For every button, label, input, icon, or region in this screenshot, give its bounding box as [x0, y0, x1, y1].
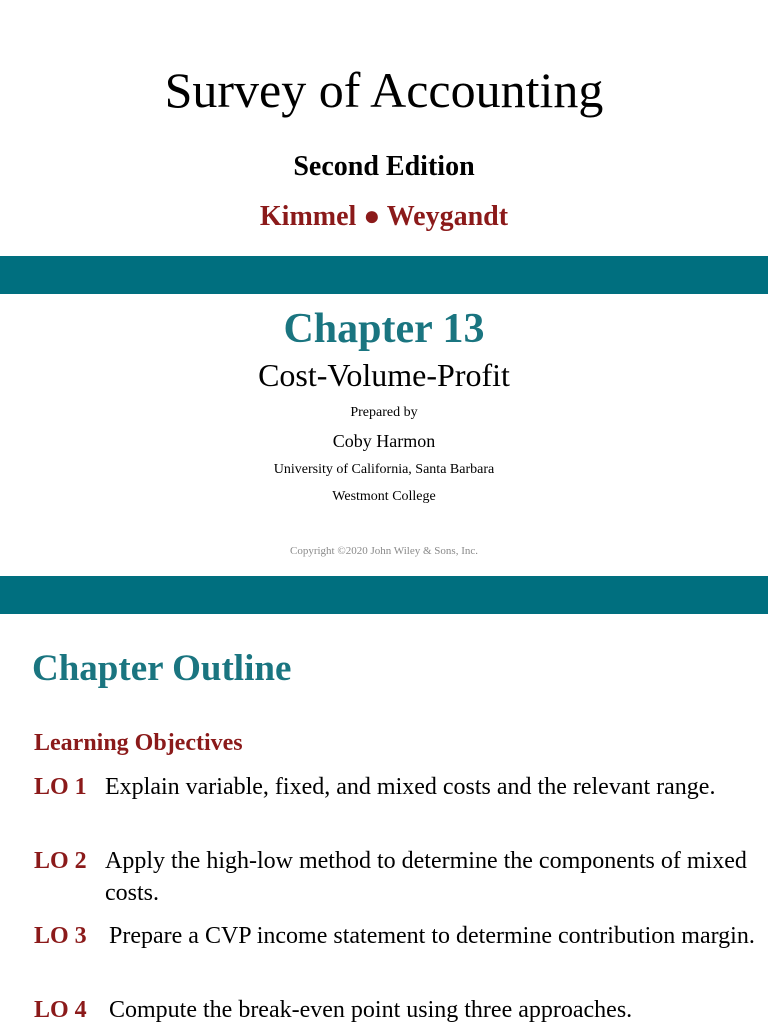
- teal-divider-band: [0, 576, 768, 614]
- copyright-notice: Copyright ©2020 John Wiley & Sons, Inc.: [290, 545, 478, 557]
- teal-divider-band: [0, 256, 768, 294]
- learning-objectives-heading: Learning Objectives: [34, 730, 243, 756]
- chapter-outline-heading: Chapter Outline: [32, 648, 292, 689]
- objective-text: Apply the high-low method to determine the components of mixed costs.: [105, 848, 747, 906]
- objective-text: Prepare a CVP income statement to determine contribution margin.: [109, 923, 755, 949]
- objective-code: LO 3: [34, 923, 87, 949]
- chapter-number: Chapter 13: [283, 306, 485, 352]
- preparer-affiliation: University of California, Santa Barbara: [273, 462, 495, 477]
- objective-text: Compute the break-even point using three approaches.: [109, 997, 633, 1023]
- book-title: Survey of Accounting: [164, 62, 604, 118]
- prepared-by-label: Prepared by: [350, 405, 418, 420]
- preparer-affiliation: Westmont College: [332, 489, 436, 504]
- edition-label: Second Edition: [293, 151, 475, 182]
- chapter-title: Cost-Volume-Profit: [258, 357, 510, 393]
- objective-text: Explain variable, fixed, and mixed costs and the relevant range.: [105, 774, 716, 800]
- preparer-name: Coby Harmon: [332, 431, 436, 451]
- authors-line: Kimmel ● Weygandt: [259, 201, 509, 232]
- objective-code: LO 2: [34, 848, 87, 874]
- objective-code: LO 4: [34, 997, 87, 1023]
- objective-code: LO 1: [34, 774, 87, 800]
